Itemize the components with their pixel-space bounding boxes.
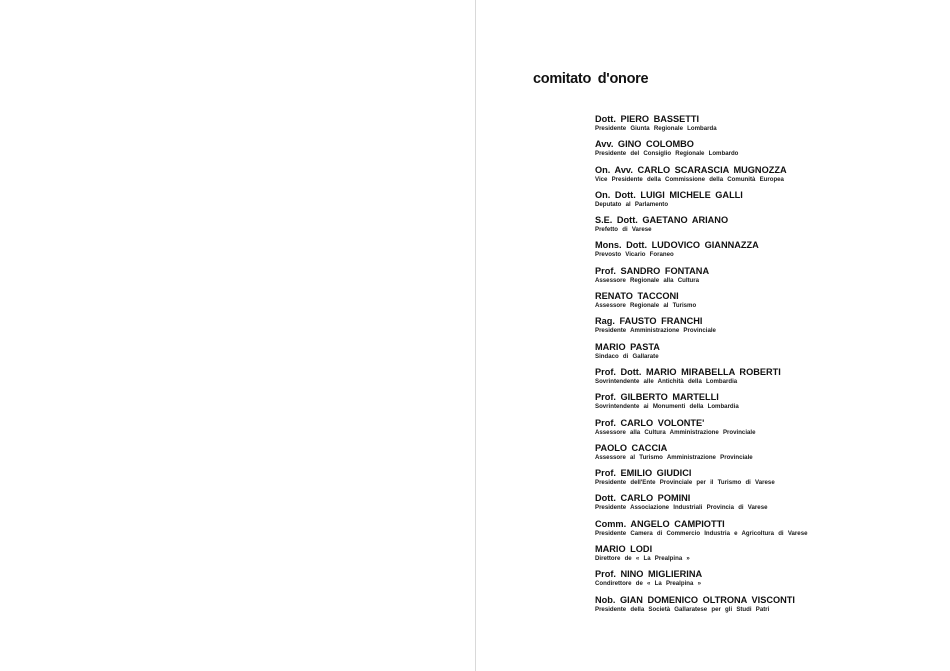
committee-members-list (595, 114, 807, 620)
member-role: Sovrintendente alle Antichità della Lombardia (595, 377, 738, 385)
committee-member (595, 114, 807, 139)
member-role: Sindaco di Gallarate (595, 352, 659, 360)
member-role: Deputato al Parlamento (595, 200, 669, 208)
member-role: Assessore Regionale alla Cultura (595, 276, 700, 284)
member-role: Presidente del Consiglio Regionale Lombardo (595, 150, 739, 158)
member-name: Prof. NINO MIGLIERINA (595, 569, 703, 580)
committee-member (595, 139, 807, 164)
member-name: On. Avv. CARLO SCARASCIA MUGNOZZA (595, 164, 787, 175)
member-name: Prof. GILBERTO MARTELLI (595, 392, 719, 403)
committee-member (595, 291, 807, 316)
committee-member (595, 418, 807, 443)
member-role: Presidente Giunta Regionale Lombarda (595, 125, 717, 132)
member-name: MARIO PASTA (595, 341, 660, 352)
member-role: Presidente dell'Ente Provinciale per il Turismo di Varese (595, 479, 775, 487)
member-role: Presidente Associazione Industriali Provincia di Varese (595, 504, 768, 512)
member-name: Prof. SANDRO FONTANA (595, 265, 710, 276)
committee-member (595, 266, 807, 291)
member-name: Mons. Dott. LUDOVICO GIANNAZZA (595, 240, 759, 251)
member-name: Dott. PIERO BASSETTI (595, 114, 700, 124)
committee-member (595, 595, 807, 620)
committee-member (595, 342, 807, 367)
member-name: Prof. EMILIO GIUDICI (595, 468, 692, 479)
member-role: Condirettore de « La Prealpina » (595, 580, 701, 588)
member-role: Assessore al Turismo Amministrazione Provinciale (595, 453, 753, 461)
member-name: Rag. FAUSTO FRANCHI (595, 316, 703, 327)
committee-member (595, 165, 807, 190)
committee-member (595, 443, 807, 468)
member-name: Comm. ANGELO CAMPIOTTI (595, 518, 725, 529)
member-name: Prof. CARLO VOLONTE' (595, 417, 705, 428)
member-role: Vice Presidente della Commissione della Comunità Europea (595, 175, 784, 183)
member-role: Prevosto Vicario Foraneo (595, 251, 674, 259)
member-name: Dott. CARLO POMINI (595, 493, 691, 504)
member-name: Avv. GINO COLOMBO (595, 139, 694, 150)
member-role: Presidente Amministrazione Provinciale (595, 327, 716, 335)
committee-member (595, 493, 807, 518)
member-name: PAOLO CACCIA (595, 442, 668, 453)
member-name: Nob. GIAN DOMENICO OLTRONA VISCONTI (595, 594, 795, 605)
member-name: RENATO TACCONI (595, 291, 679, 302)
committee-member (595, 316, 807, 341)
committee-member (595, 544, 807, 569)
member-role: Presidente della Società Gallaratese per gli Studi Patri (595, 605, 770, 613)
member-role: Assessore Regionale al Turismo (595, 302, 697, 310)
member-name: On. Dott. LUIGI MICHELE GALLI (595, 189, 743, 200)
member-role: Sovrintendente ai Monumenti della Lombardia (595, 403, 739, 411)
committee-member (595, 519, 807, 544)
committee-member (595, 190, 807, 215)
committee-member (595, 392, 807, 417)
member-role: Prefetto di Varese (595, 226, 652, 234)
member-name: MARIO LODI (595, 544, 653, 555)
committee-member (595, 367, 807, 392)
member-role: Assessore alla Cultura Amministrazione Provinciale (595, 428, 756, 436)
member-role: Presidente Camera di Commercio Industria e Agricoltura di Varese (595, 529, 808, 537)
page-title: comitato d'onore (533, 71, 649, 87)
committee-member (595, 240, 807, 265)
member-name: S.E. Dott. GAETANO ARIANO (595, 215, 729, 226)
committee-member (595, 569, 807, 594)
committee-member (595, 215, 807, 240)
member-name: Prof. Dott. MARIO MIRABELLA ROBERTI (595, 366, 781, 377)
committee-member (595, 468, 807, 493)
member-role: Direttore de « La Prealpina » (595, 555, 690, 563)
